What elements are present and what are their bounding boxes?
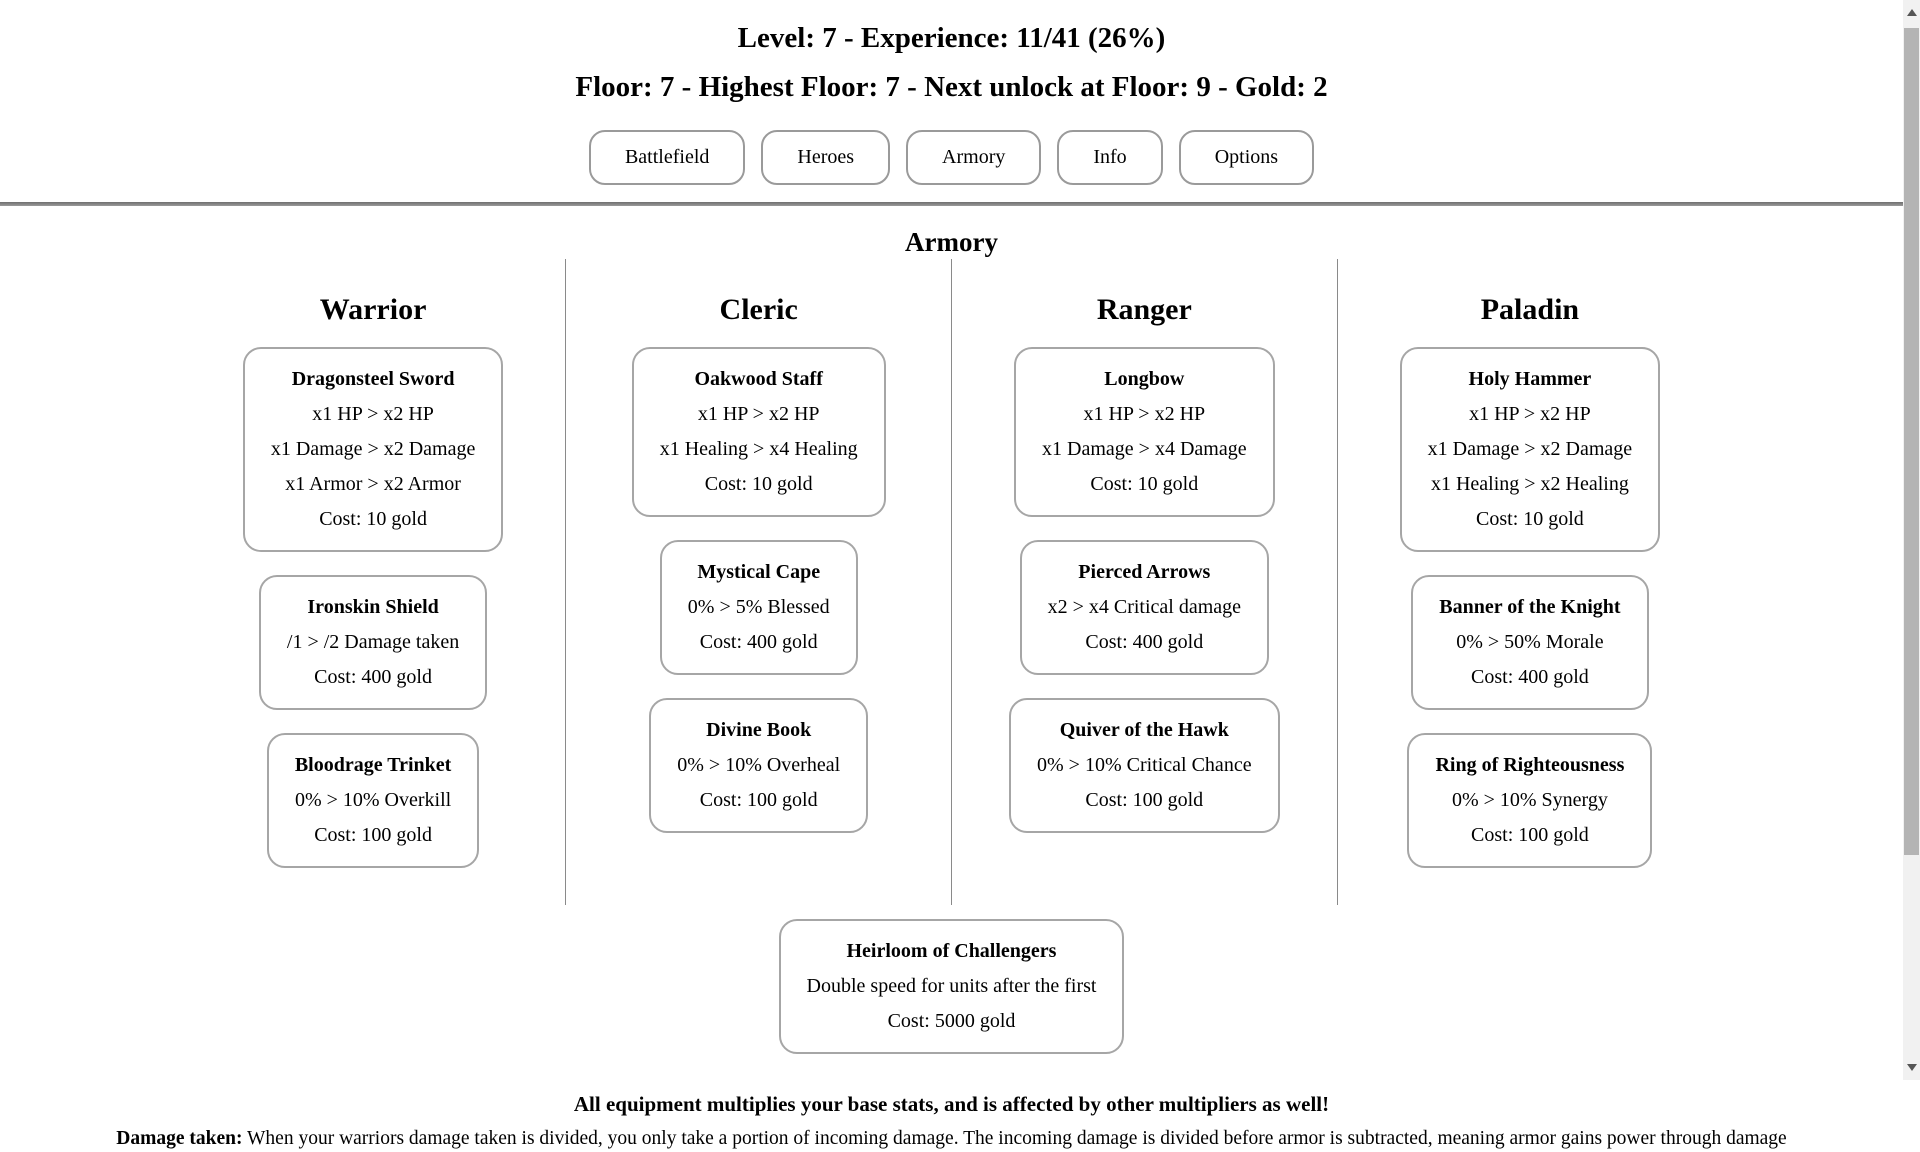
nav-battlefield-button[interactable]: Battlefield bbox=[589, 130, 745, 185]
column-title-paladin: Paladin bbox=[1480, 293, 1580, 326]
item-stat-line: 0% > 10% Overkill bbox=[294, 789, 452, 811]
item-stat-line: x1 HP > x2 HP bbox=[312, 403, 434, 425]
item-card-dragonsteel-sword[interactable] bbox=[243, 347, 504, 552]
equipment-note: All equipment multiplies your base stats, and is affected by other multipliers as well! bbox=[573, 1092, 1330, 1116]
column-warrior bbox=[181, 259, 567, 905]
item-title: Ironskin Shield bbox=[307, 596, 439, 618]
item-title: Banner of the Knight bbox=[1439, 596, 1621, 618]
nav-armory-button[interactable]: Armory bbox=[906, 130, 1041, 185]
item-card-ironskin-shield[interactable] bbox=[259, 575, 487, 710]
item-card-divine-book[interactable] bbox=[649, 698, 868, 833]
item-cost-line: Cost: 100 gold bbox=[314, 824, 432, 846]
vertical-scrollbar[interactable] bbox=[1903, 0, 1920, 1080]
item-card-ring-of-righteousness[interactable] bbox=[1407, 733, 1652, 868]
nav-options-button[interactable]: Options bbox=[1179, 130, 1314, 185]
column-cleric bbox=[566, 259, 952, 905]
scroll-up-button[interactable] bbox=[1903, 4, 1920, 21]
floor-gold-line: Floor: 7 - Highest Floor: 7 - Next unlock at Floor: 9 - Gold: 2 bbox=[575, 71, 1328, 103]
special-item-row bbox=[0, 919, 1903, 1054]
item-cost-line: Cost: 100 gold bbox=[699, 789, 818, 811]
column-title-warrior: Warrior bbox=[319, 293, 427, 326]
armory-columns bbox=[181, 259, 1722, 905]
item-card-banner-of-the-knight[interactable] bbox=[1411, 575, 1648, 710]
item-cost-line: Cost: 400 gold bbox=[699, 631, 818, 653]
item-card-quiver-of-the-hawk[interactable] bbox=[1009, 698, 1280, 833]
arrow-up-icon bbox=[1907, 9, 1917, 16]
item-title: Divine Book bbox=[706, 719, 812, 741]
item-cost-line: Cost: 5000 gold bbox=[887, 1010, 1016, 1032]
column-ranger bbox=[952, 259, 1338, 905]
item-card-longbow[interactable] bbox=[1014, 347, 1275, 517]
section-divider bbox=[0, 202, 1903, 206]
item-card-bloodrage-trinket[interactable] bbox=[267, 733, 479, 868]
nav-heroes-button[interactable]: Heroes bbox=[761, 130, 890, 185]
arrow-down-icon bbox=[1907, 1064, 1917, 1071]
item-stat-line: x1 HP > x2 HP bbox=[697, 403, 820, 425]
damage-taken-label: Damage taken: bbox=[116, 1128, 243, 1149]
item-stat-line: 0% > 10% Synergy bbox=[1451, 789, 1608, 811]
item-title: Oakwood Staff bbox=[694, 368, 823, 390]
column-title-cleric: Cleric bbox=[719, 293, 798, 326]
item-title: Bloodrage Trinket bbox=[294, 754, 452, 776]
item-stat-line: x1 HP > x2 HP bbox=[1469, 403, 1591, 425]
item-stat-line: 0% > 5% Blessed bbox=[687, 596, 830, 618]
item-cost-line: Cost: 100 gold bbox=[1085, 789, 1204, 811]
main-nav bbox=[0, 130, 1903, 185]
item-stat-line: 0% > 10% Critical Chance bbox=[1037, 754, 1252, 776]
item-cost-line: Cost: 10 gold bbox=[704, 473, 813, 495]
item-title: Quiver of the Hawk bbox=[1059, 719, 1229, 741]
item-stat-line: x1 Healing > x4 Healing bbox=[659, 438, 858, 460]
item-cost-line: Cost: 10 gold bbox=[1090, 473, 1199, 495]
damage-taken-text: When your warriors damage taken is divided, you only take a portion of incoming damage. The incoming damage is divided before armor is subtracted, meaning armor gains power through damage bbox=[247, 1128, 1787, 1149]
item-stat-line: 0% > 10% Overheal bbox=[677, 754, 841, 776]
item-title: Holy Hammer bbox=[1468, 368, 1592, 390]
nav-info-button[interactable]: Info bbox=[1057, 130, 1162, 185]
item-cost-line: Cost: 400 gold bbox=[1085, 631, 1204, 653]
item-stat-line: x1 HP > x2 HP bbox=[1083, 403, 1206, 425]
item-title: Pierced Arrows bbox=[1078, 561, 1211, 583]
item-title: Longbow bbox=[1104, 368, 1185, 390]
column-paladin bbox=[1338, 259, 1723, 905]
item-cost-line: Cost: 400 gold bbox=[1471, 666, 1589, 688]
item-stat-line: x1 Armor > x2 Armor bbox=[285, 473, 461, 495]
item-card-pierced-arrows[interactable] bbox=[1020, 540, 1269, 675]
level-experience-line: Level: 7 - Experience: 11/41 (26%) bbox=[737, 22, 1166, 54]
item-card-holy-hammer[interactable] bbox=[1400, 347, 1661, 552]
item-card-heirloom-of-challengers[interactable] bbox=[779, 919, 1125, 1054]
item-stat-line: x1 Damage > x2 Damage bbox=[1427, 438, 1633, 460]
damage-taken-note bbox=[10, 1126, 1894, 1152]
item-stat-line: x2 > x4 Critical damage bbox=[1047, 596, 1242, 618]
item-stat-line: /1 > /2 Damage taken bbox=[286, 631, 460, 653]
item-title: Ring of Righteousness bbox=[1435, 754, 1625, 776]
item-cost-line: Cost: 400 gold bbox=[314, 666, 432, 688]
scrollbar-thumb[interactable] bbox=[1904, 28, 1919, 855]
item-stat-line: 0% > 50% Morale bbox=[1456, 631, 1604, 653]
item-stat-line: Double speed for units after the first bbox=[806, 975, 1097, 997]
item-title: Dragonsteel Sword bbox=[291, 368, 455, 390]
item-stat-line: x1 Healing > x2 Healing bbox=[1430, 473, 1629, 495]
page-title: Armory bbox=[905, 227, 998, 257]
column-title-ranger: Ranger bbox=[1096, 293, 1192, 326]
item-cost-line: Cost: 100 gold bbox=[1471, 824, 1589, 846]
scroll-down-button[interactable] bbox=[1903, 1059, 1920, 1076]
item-title: Mystical Cape bbox=[697, 561, 821, 583]
item-title: Heirloom of Challengers bbox=[846, 940, 1057, 962]
item-cost-line: Cost: 10 gold bbox=[1476, 508, 1584, 530]
item-card-mystical-cape[interactable] bbox=[660, 540, 858, 675]
item-stat-line: x1 Damage > x4 Damage bbox=[1042, 438, 1247, 460]
item-stat-line: x1 Damage > x2 Damage bbox=[270, 438, 476, 460]
item-cost-line: Cost: 10 gold bbox=[319, 508, 427, 530]
item-card-oakwood-staff[interactable] bbox=[632, 347, 886, 517]
